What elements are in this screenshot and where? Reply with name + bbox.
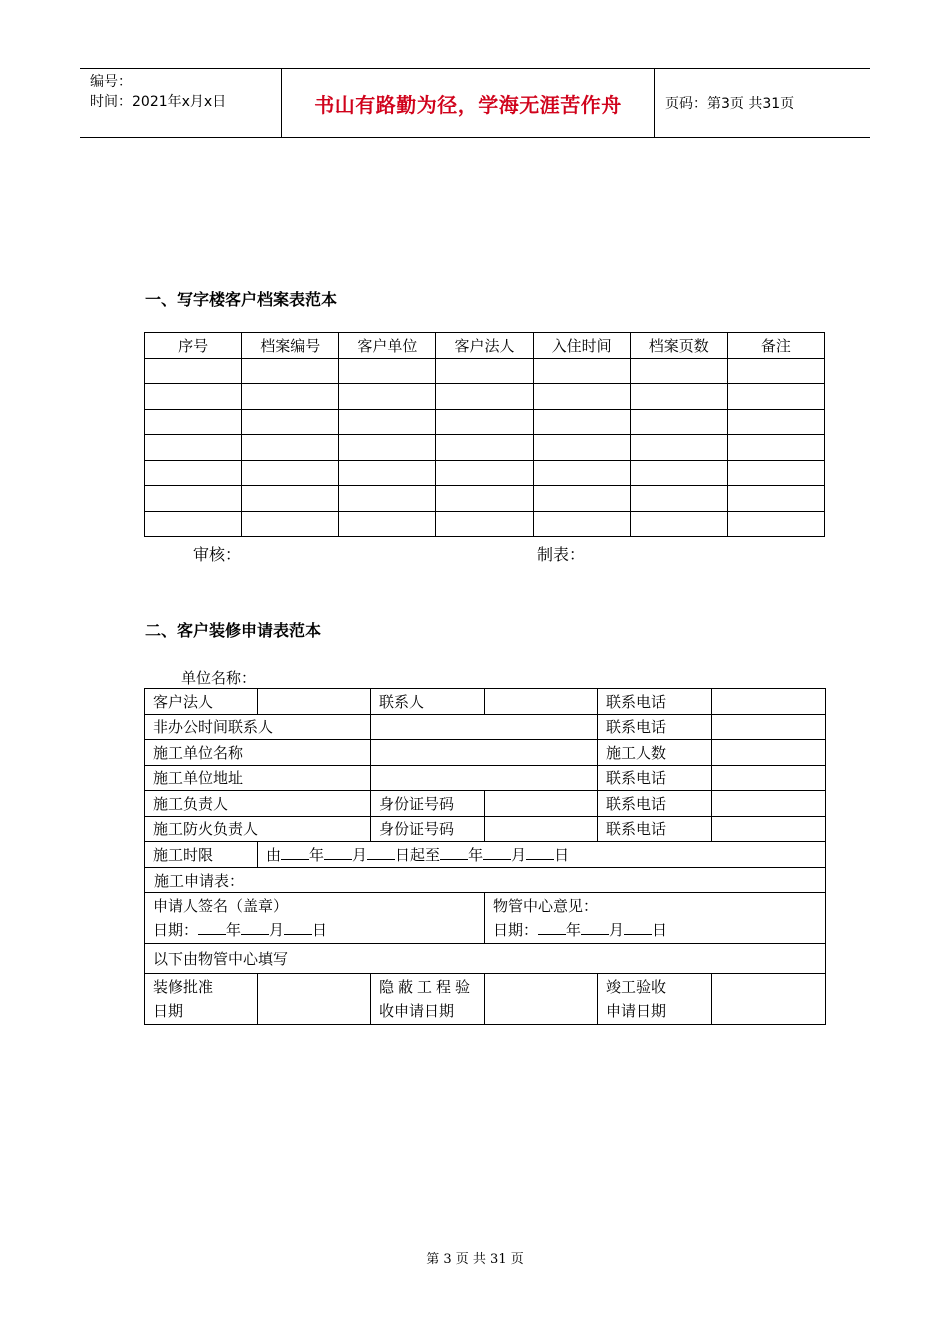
- applicant-cell: [145, 893, 485, 944]
- fire-manager-label: 施工防火负责人: [145, 816, 371, 842]
- table-header-row: [145, 333, 825, 359]
- contractor-address-label: 施工单位地址: [145, 765, 371, 791]
- blank-line[interactable]: [581, 920, 609, 935]
- application-title: 施工申请表：: [154, 871, 245, 890]
- date-label: 日期：: [493, 921, 539, 939]
- page-info: 页码：第3页 共31页: [665, 96, 795, 112]
- table-cell[interactable]: [339, 384, 436, 410]
- contact-phone-value[interactable]: [712, 765, 826, 791]
- worker-count-value[interactable]: [712, 740, 826, 766]
- table-cell[interactable]: [145, 409, 242, 435]
- column-header: 档案页数: [630, 333, 727, 359]
- id-number-label: 身份证号码: [371, 791, 485, 817]
- completion-value[interactable]: [712, 974, 826, 1025]
- maker-label: 制表：: [537, 545, 586, 564]
- table-row: [145, 435, 825, 461]
- id-number-value[interactable]: [485, 816, 598, 842]
- table-row: [145, 842, 826, 868]
- table-row: [145, 714, 826, 740]
- table-cell[interactable]: [339, 460, 436, 486]
- table-row: [145, 689, 826, 715]
- table-cell[interactable]: [727, 486, 824, 512]
- contact-phone-value[interactable]: [712, 714, 826, 740]
- table-row: [145, 511, 825, 537]
- table-cell[interactable]: [436, 486, 533, 512]
- archive-table-body: [145, 358, 825, 537]
- month-text: 月: [269, 921, 285, 939]
- completion-line2: 申请日期: [606, 1002, 667, 1020]
- table-cell[interactable]: [533, 511, 630, 537]
- management-opinion-label: 物管中心意见：: [493, 897, 599, 915]
- header-motto-cell: [282, 69, 655, 137]
- table-cell[interactable]: [145, 435, 242, 461]
- table-cell[interactable]: [630, 358, 727, 384]
- table-cell[interactable]: [533, 486, 630, 512]
- after-hours-contact-label: 非办公时间联系人: [145, 714, 371, 740]
- table-row: [145, 791, 826, 817]
- contact-phone-value[interactable]: [712, 816, 826, 842]
- blank-line[interactable]: [367, 845, 395, 860]
- table-cell[interactable]: [242, 435, 339, 461]
- table-cell[interactable]: [630, 486, 727, 512]
- motto-text: 书山有路勤为径，学海无涯苦作舟: [314, 92, 622, 117]
- table-row: [145, 893, 826, 944]
- section1-title: 一、写字楼客户档案表范本: [145, 290, 338, 309]
- table-cell[interactable]: [242, 358, 339, 384]
- contact-phone-label: 联系电话: [598, 765, 712, 791]
- id-number-label: 身份证号码: [371, 816, 485, 842]
- day-from-text: 日起至: [395, 845, 441, 864]
- table-cell[interactable]: [727, 358, 824, 384]
- contact-phone-label: 联系电话: [598, 714, 712, 740]
- column-header: 序号: [145, 333, 242, 359]
- page-footer: 第 3 页 共 31 页: [426, 1252, 524, 1267]
- after-hours-contact-value[interactable]: [371, 714, 598, 740]
- hidden-works-line1: 隐蔽工程验: [379, 978, 475, 996]
- management-date-line[interactable]: [493, 918, 825, 942]
- table-cell[interactable]: [339, 409, 436, 435]
- contact-label: 联系人: [371, 689, 485, 715]
- table-cell[interactable]: [533, 409, 630, 435]
- contractor-address-value[interactable]: [371, 765, 598, 791]
- hidden-works-value[interactable]: [485, 974, 598, 1025]
- date-label: 日期：: [153, 921, 199, 939]
- year-text: 年: [566, 921, 582, 939]
- client-legal-value[interactable]: [258, 689, 371, 715]
- table-cell[interactable]: [242, 460, 339, 486]
- table-cell[interactable]: [533, 435, 630, 461]
- period-label: 施工时限: [145, 842, 258, 868]
- column-header: 客户法人: [436, 333, 533, 359]
- approval-date-label: [145, 974, 258, 1025]
- approval-label-line1: 装修批准: [153, 978, 214, 996]
- table-cell[interactable]: [436, 358, 533, 384]
- blank-line[interactable]: [284, 920, 312, 935]
- blank-line[interactable]: [198, 920, 226, 935]
- worker-count-label: 施工人数: [598, 740, 712, 766]
- table-cell[interactable]: [630, 409, 727, 435]
- table-cell[interactable]: [630, 435, 727, 461]
- header-meta-cell: [80, 69, 282, 137]
- column-header: 入住时间: [533, 333, 630, 359]
- column-header: 客户单位: [339, 333, 436, 359]
- table-row: [145, 486, 825, 512]
- table-cell[interactable]: [727, 384, 824, 410]
- year-text: 年: [468, 845, 484, 864]
- table-row: [145, 358, 825, 384]
- table-row: [145, 384, 825, 410]
- page-header: [80, 68, 870, 138]
- table-cell[interactable]: [436, 511, 533, 537]
- period-value[interactable]: [258, 842, 826, 868]
- blank-line[interactable]: [538, 920, 566, 935]
- table-cell[interactable]: [436, 409, 533, 435]
- approval-label-line2: 日期: [153, 1002, 184, 1020]
- hidden-works-label: [371, 974, 485, 1025]
- contact-phone-value[interactable]: [712, 689, 826, 715]
- contractor-name-value[interactable]: [371, 740, 598, 766]
- applicant-sign-label: 申请人签名（盖章）: [153, 897, 289, 915]
- blank-line[interactable]: [483, 845, 511, 860]
- applicant-date-line[interactable]: [153, 918, 484, 942]
- table-row: [145, 867, 826, 893]
- table-cell[interactable]: [436, 460, 533, 486]
- table-row: [145, 974, 826, 1025]
- blank-line[interactable]: [624, 920, 652, 935]
- blank-line[interactable]: [241, 920, 269, 935]
- table-cell[interactable]: [339, 511, 436, 537]
- unit-name-label: 单位名称：: [181, 669, 257, 687]
- table-cell[interactable]: [242, 409, 339, 435]
- table-cell[interactable]: [727, 435, 824, 461]
- management-opinion-cell: [485, 893, 826, 944]
- table-row: [145, 460, 825, 486]
- table-cell[interactable]: [727, 409, 824, 435]
- table-cell[interactable]: [145, 511, 242, 537]
- table-row: [145, 944, 826, 974]
- month-text: 月: [352, 845, 368, 864]
- completion-label: [598, 974, 712, 1025]
- table-cell[interactable]: [339, 435, 436, 461]
- id-number-value[interactable]: [485, 791, 598, 817]
- period-from-text: 由: [266, 845, 282, 864]
- table-cell[interactable]: [242, 511, 339, 537]
- column-header: 备注: [727, 333, 824, 359]
- table-cell[interactable]: [145, 384, 242, 410]
- table-cell[interactable]: [145, 460, 242, 486]
- contact-phone-label: 联系电话: [598, 791, 712, 817]
- table-cell[interactable]: [727, 511, 824, 537]
- table-cell[interactable]: [339, 486, 436, 512]
- table-row: [145, 409, 825, 435]
- contact-phone-value[interactable]: [712, 791, 826, 817]
- column-header: 档案编号: [242, 333, 339, 359]
- document-time-label: 时间：2021年x月x日: [90, 94, 227, 110]
- section2-title: 二、客户装修申请表范本: [145, 621, 322, 640]
- month-text: 月: [511, 845, 527, 864]
- day-text: 日: [652, 921, 668, 939]
- hidden-works-line2: 收申请日期: [379, 1002, 455, 1020]
- year-text: 年: [309, 845, 325, 864]
- table-cell[interactable]: [533, 460, 630, 486]
- table-row: [145, 765, 826, 791]
- renovation-application-table: [144, 688, 826, 1025]
- table-cell[interactable]: [242, 384, 339, 410]
- table-cell[interactable]: [727, 460, 824, 486]
- table-row: [145, 816, 826, 842]
- year-text: 年: [226, 921, 242, 939]
- contractor-name-label: 施工单位名称: [145, 740, 371, 766]
- table-cell[interactable]: [242, 486, 339, 512]
- table-cell[interactable]: [145, 358, 242, 384]
- blank-line[interactable]: [440, 845, 468, 860]
- fill-note: 以下由物管中心填写: [145, 944, 826, 974]
- header-page-cell: [655, 69, 870, 137]
- table-cell[interactable]: [436, 384, 533, 410]
- table-cell[interactable]: [630, 384, 727, 410]
- contact-phone-label: 联系电话: [598, 816, 712, 842]
- table-cell[interactable]: [145, 486, 242, 512]
- blank-line[interactable]: [324, 845, 352, 860]
- client-archive-table: [144, 332, 825, 537]
- contact-phone-label: 联系电话: [598, 689, 712, 715]
- table-cell[interactable]: [436, 435, 533, 461]
- day-text: 日: [554, 845, 570, 864]
- client-legal-label: 客户法人: [145, 689, 258, 715]
- table-cell[interactable]: [533, 358, 630, 384]
- table-row: [145, 740, 826, 766]
- blank-line[interactable]: [526, 845, 554, 860]
- application-documents-cell: [145, 867, 826, 893]
- completion-line1: 竣工验收: [606, 978, 667, 996]
- table-cell[interactable]: [339, 358, 436, 384]
- approval-date-value[interactable]: [258, 974, 371, 1025]
- document-number-label: 编号：: [90, 74, 132, 90]
- table-cell[interactable]: [630, 460, 727, 486]
- contact-value[interactable]: [485, 689, 598, 715]
- site-manager-label: 施工负责人: [145, 791, 371, 817]
- table-cell[interactable]: [630, 511, 727, 537]
- month-text: 月: [609, 921, 625, 939]
- day-text: 日: [312, 921, 328, 939]
- review-label: 审核：: [193, 545, 242, 564]
- blank-line[interactable]: [281, 845, 309, 860]
- table-cell[interactable]: [533, 384, 630, 410]
